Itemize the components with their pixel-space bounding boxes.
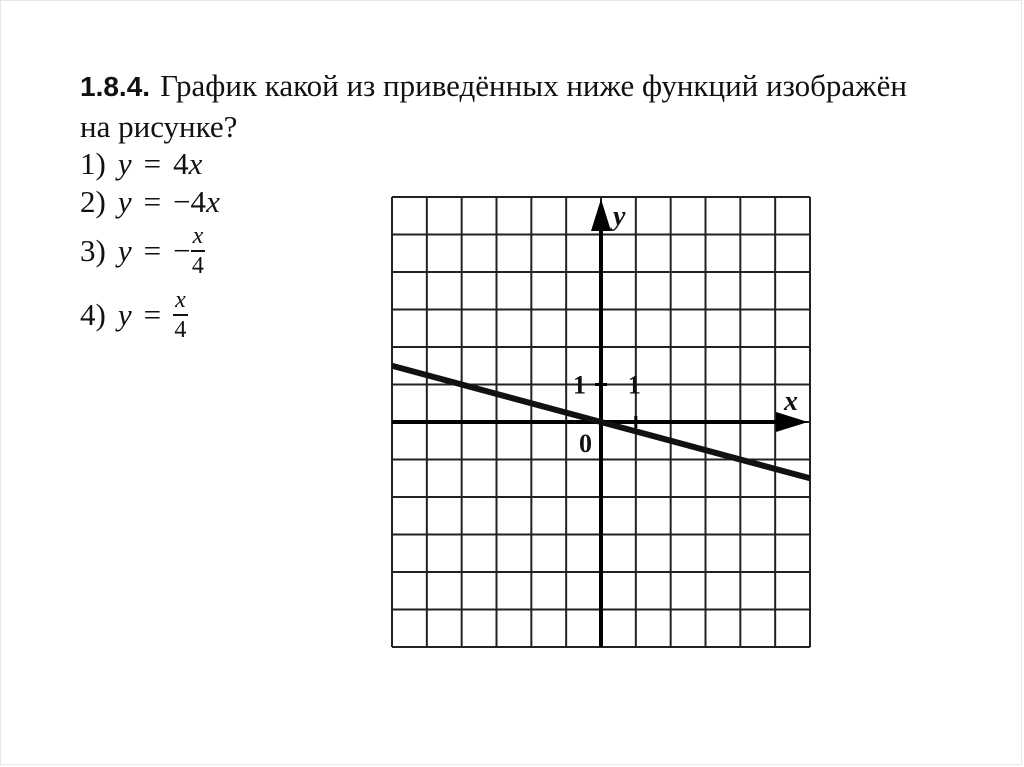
option-coef: −4 [173, 184, 207, 219]
option-x: x [188, 146, 203, 181]
problem-number: 1.8.4. [80, 71, 151, 102]
fraction-denominator: 4 [174, 317, 187, 343]
option-number: 4) [80, 297, 106, 332]
y-unit-label: 1 [573, 370, 586, 400]
option-y: y [117, 146, 132, 181]
option-number: 3) [80, 233, 106, 268]
option-y: y [117, 184, 132, 219]
y-axis-label: y [613, 201, 626, 232]
option-equals: = [143, 233, 162, 268]
option-number: 2) [80, 184, 106, 219]
option-equals: = [143, 297, 162, 332]
fraction-denominator: 4 [191, 253, 204, 279]
option-coef: 4 [173, 146, 189, 181]
origin-label: 0 [579, 429, 592, 458]
option-equals: = [143, 184, 162, 219]
option-y: y [117, 297, 132, 332]
y-axis-arrow [591, 199, 611, 231]
option-y: y [117, 233, 132, 268]
x-unit-label: 1 [627, 370, 641, 400]
fraction-numerator: x [173, 288, 188, 316]
fraction-numerator: x [191, 224, 206, 252]
option-sign: − [173, 233, 191, 268]
option-x: x [206, 184, 220, 219]
x-axis-label: x [784, 386, 798, 417]
option-equals: = [143, 146, 162, 181]
option-number: 1) [80, 146, 106, 181]
problem-text-2: на рисунке? [80, 109, 238, 144]
problem-text-1: График какой из приведённых ниже функций изображён [160, 68, 907, 103]
